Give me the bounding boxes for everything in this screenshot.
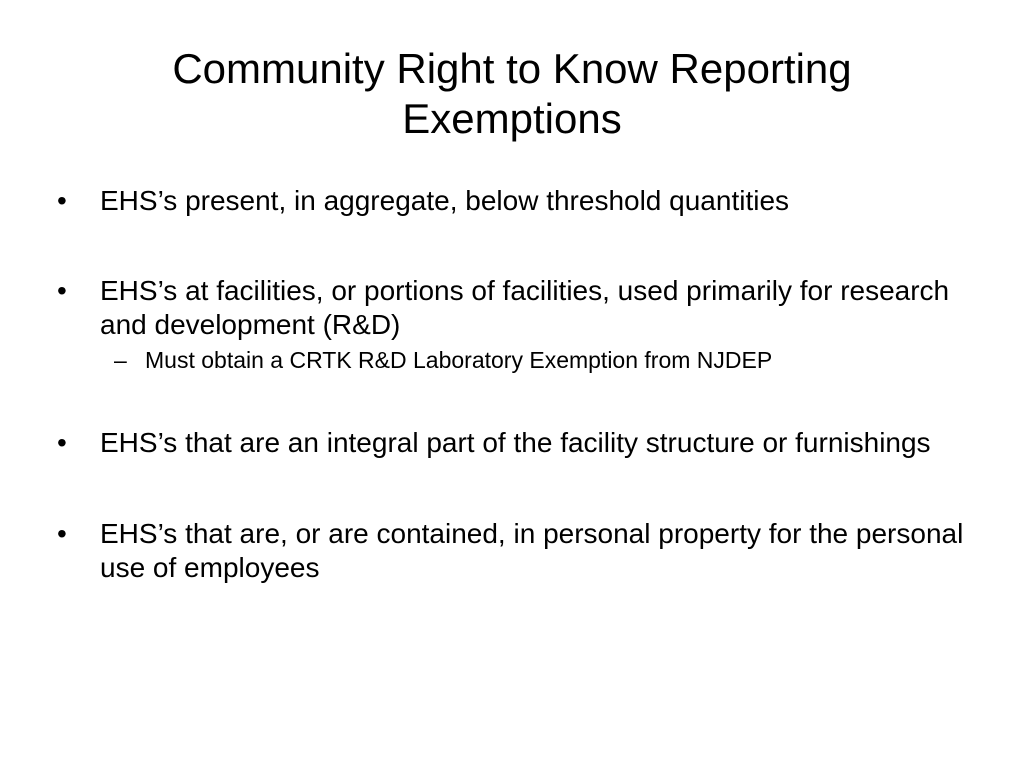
sub-bullet-text: Must obtain a CRTK R&D Laboratory Exemption from NJDEP bbox=[145, 347, 773, 373]
bullet-text: EHS’s at facilities, or portions of facilities, used primarily for research and development (R&D) bbox=[100, 275, 950, 340]
bullet-marker: • bbox=[57, 518, 67, 549]
bullet-item bbox=[54, 274, 974, 342]
bullet-marker: • bbox=[57, 185, 67, 216]
bullet-list bbox=[54, 184, 974, 585]
sub-bullet-marker: – bbox=[114, 347, 127, 373]
bullet-item bbox=[54, 517, 974, 585]
bullet-text: EHS’s that are, or are contained, in personal property for the personal use of employees bbox=[100, 518, 964, 583]
sub-bullet-item bbox=[54, 346, 974, 374]
bullet-text: EHS’s present, in aggregate, below threshold quantities bbox=[100, 185, 790, 216]
bullet-marker: • bbox=[57, 427, 67, 458]
slide-title: Community Right to Know Reporting Exemptions bbox=[172, 45, 852, 142]
bullet-marker: • bbox=[57, 275, 67, 306]
bullet-item bbox=[54, 184, 974, 218]
bullet-text: EHS’s that are an integral part of the facility structure or furnishings bbox=[100, 427, 931, 458]
bullet-item bbox=[54, 426, 974, 460]
